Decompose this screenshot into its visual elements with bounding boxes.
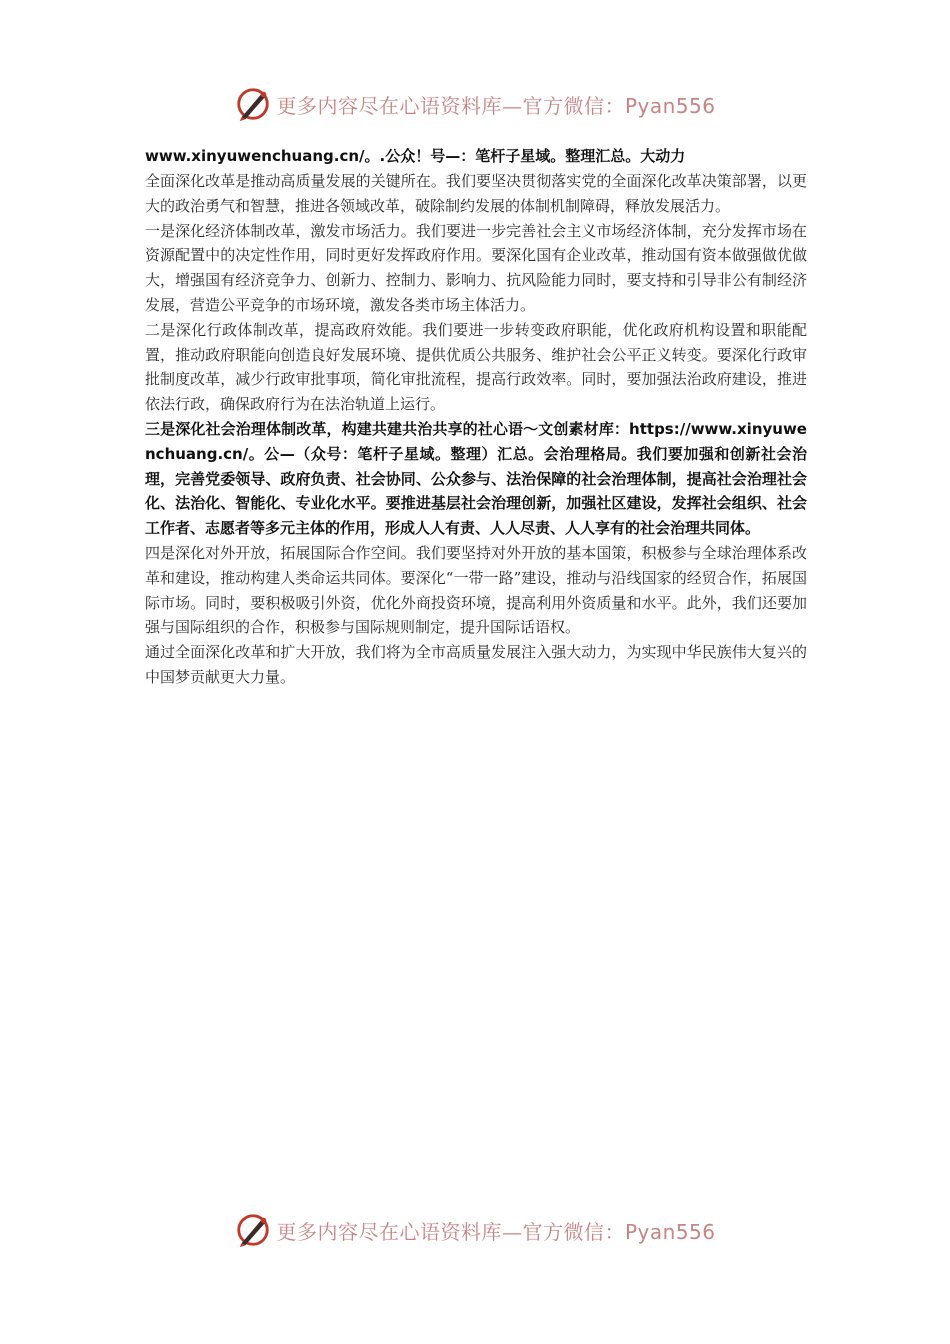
pen-logo-icon (234, 85, 272, 123)
paragraph-opening-up: 四是深化对外开放，拓展国际合作空间。我们要坚持对外开放的基本国策，积极参与全球治理体系改革和建设，推动构建人类命运共同体。要深化“一带一路”建设，推动与沿线国家的经贸合作，拓展国际市场。同时，要积极吸引外资，优化外商投资环境，提高利用外资质量和水平。此外，我们还要加强与国际组织的合作，积极参与国际规则制定，提升国际话语权。 (145, 543, 807, 637)
footer-banner-text: 更多内容尽在心语资料库—官方微信： (276, 1219, 625, 1244)
paragraph-administrative-reform: 二是深化行政体制改革，提高政府效能。我们要进一步转变政府职能，优化政府机构设置和职能配置，推动政府职能向创造良好发展环境、提供优质公共服务、维护社会公平正义转变。要深化行政审批制度改革，减少行政审批事项，简化审批流程，提高行政效率。同时，要加强法治政府建设，推进依法行政，确保政府行为在法治轨道上运行。 (145, 320, 807, 414)
paragraph-social-governance: 三是深化社会治理体制改革，构建共建共治共享的社心语～文创素材库：https://www.xinyuwenchuang.cn/。公—（众号：笔杆子星域。整理）汇总。会治理格局。我们要加强和创新社会治理，完善党委领导、政府负责、社会协同、公众参与、法治保障的社会治理体制，提高社会治理社会化、法治化、智能化、专业化水平。要推进基层社会治理创新，加强社区建设，发挥社会组织、社会工作者、志愿者等多元主体的作用，形成人人有责、人人尽责、人人享有的社会治理共同体。 (145, 419, 807, 538)
paragraph-conclusion: 通过全面深化改革和扩大开放，我们将为全市高质量发展注入强大动力，为实现中华民族伟大复兴的中国梦贡献更大力量。 (145, 643, 807, 686)
header-banner (0, 82, 950, 126)
document-body (145, 144, 807, 690)
paragraph-intro: 全面深化改革是推动高质量发展的关键所在。我们要坚决贯彻落实党的全面深化改革决策部署，以更大的政治勇气和智慧，推进各领域改革，破除制约发展的体制机制障碍，释放发展活力。 (145, 172, 807, 215)
pen-logo-icon (234, 1211, 272, 1249)
footer-banner-id: Pyan556 (624, 1219, 716, 1244)
header-banner-id: Pyan556 (624, 93, 716, 118)
paragraph-economic-reform: 一是深化经济体制改革，激发市场活力。我们要进一步完善社会主义市场经济体制，充分发挥市场在资源配置中的决定性作用，同时更好发挥政府作用。要深化国有企业改革，推动国有资本做强做优做大，增强国有经济竞争力、创新力、控制力、影响力、抗风险能力同时，要支持和引导非公有制经济发展，营造公平竞争的市场环境，激发各类市场主体活力。 (145, 221, 807, 314)
footer-banner (0, 1208, 950, 1252)
header-banner-text: 更多内容尽在心语资料库—官方微信： (276, 93, 625, 118)
document-first-line: www.xinyuwenchuang.cn/。.公众！号—：笔杆子星域。整理汇总。大动力 (145, 147, 686, 165)
